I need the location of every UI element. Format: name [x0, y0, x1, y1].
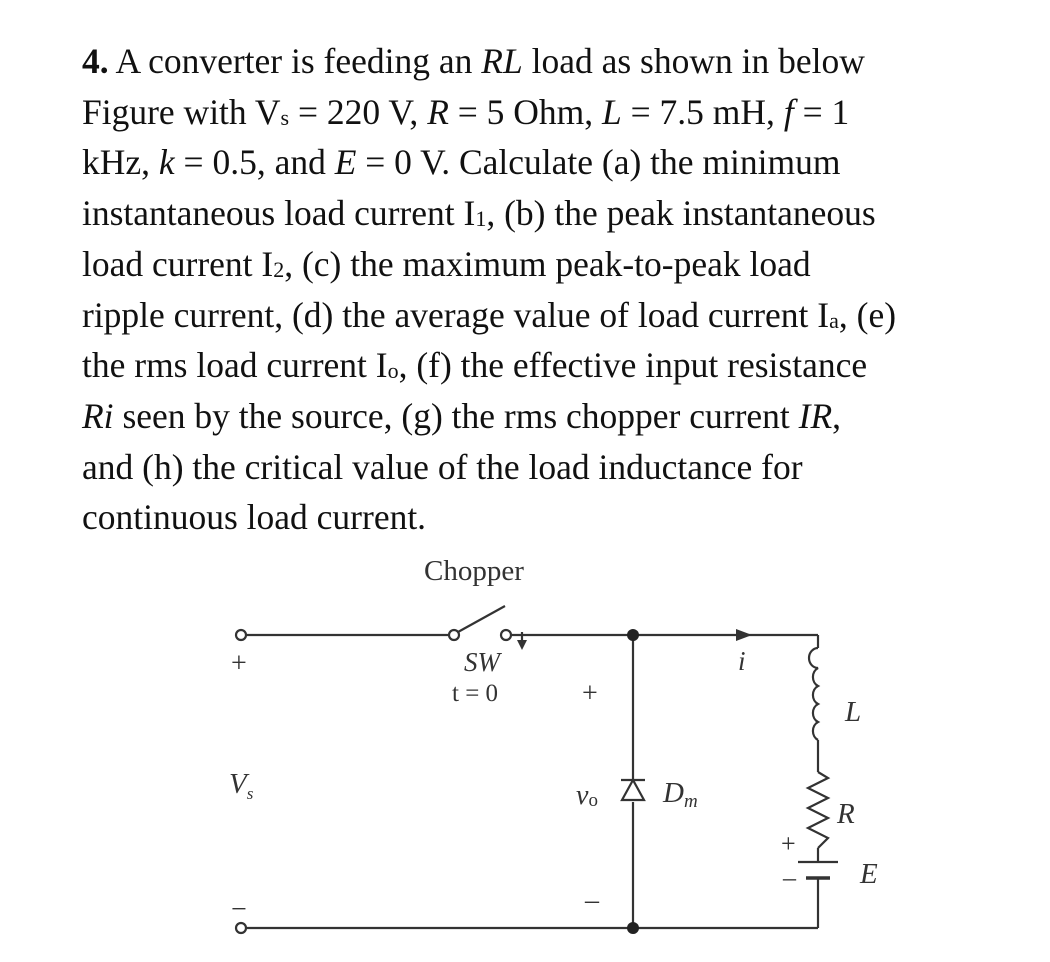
switch-arrow-head-icon — [517, 640, 527, 650]
switch-contact-left — [449, 630, 459, 640]
source-plus: + — [231, 648, 247, 679]
resistor-label: R — [837, 798, 855, 830]
vo-plus: + — [582, 678, 598, 709]
chopper-circuit-diagram — [0, 540, 1050, 960]
switch-contact-right — [501, 630, 511, 640]
battery-minus: – — [783, 863, 796, 892]
source-terminal-top — [236, 630, 246, 640]
switch-time-label: t = 0 — [452, 680, 499, 707]
problem-line-7: the rms load current $I_o$, (f) the effective input resistance — [82, 345, 868, 386]
problem-line-8: Ri seen by the source, (g) the rms chopper current IR, — [82, 395, 842, 436]
resistor-zigzag — [808, 772, 828, 848]
problem-line-9: and (h) the critical value of the load inductance for — [82, 446, 803, 487]
problem-number: 4. — [82, 41, 109, 81]
junction-bottom — [627, 922, 639, 934]
chopper-label: Chopper — [424, 555, 524, 587]
emf-label: E — [860, 858, 878, 890]
vo-label: vo — [576, 780, 598, 811]
problem-statement — [82, 36, 1022, 543]
problem-line-6: ripple current, (d) the average value of load current $I_a$, (e) — [82, 294, 897, 335]
switch-label: SW — [464, 647, 500, 677]
source-label: $V_s$ — [229, 768, 254, 803]
battery-plus: + — [781, 829, 796, 858]
problem-line-10: continuous load current. — [82, 497, 427, 538]
inductor-coil — [809, 648, 818, 740]
problem-line-4: instantaneous load current $I_1$, (b) the peak instantaneous — [82, 193, 876, 234]
current-arrow-icon — [736, 629, 752, 641]
source-minus: − — [231, 894, 247, 925]
switch-blade — [458, 606, 505, 632]
current-label: i — [738, 646, 746, 676]
inductor-label: L — [845, 696, 862, 728]
problem-line-2: Figure with $V_s = 220$ V, R = 5 Ohm, L = 7.5 mH, f = 1 — [82, 91, 850, 132]
problem-line-5: load current $I_2$, (c) the maximum peak-to-peak load — [82, 243, 811, 284]
problem-line-1: 4. A converter is feeding an RL load as shown in below — [82, 41, 865, 81]
vo-minus: – — [585, 885, 599, 916]
junction-top — [627, 629, 639, 641]
diode-symbol — [622, 780, 644, 800]
diode-label: Dm — [663, 777, 698, 812]
problem-line-3: kHz, k = 0.5, and E = 0 V. Calculate (a) the minimum — [82, 142, 841, 183]
